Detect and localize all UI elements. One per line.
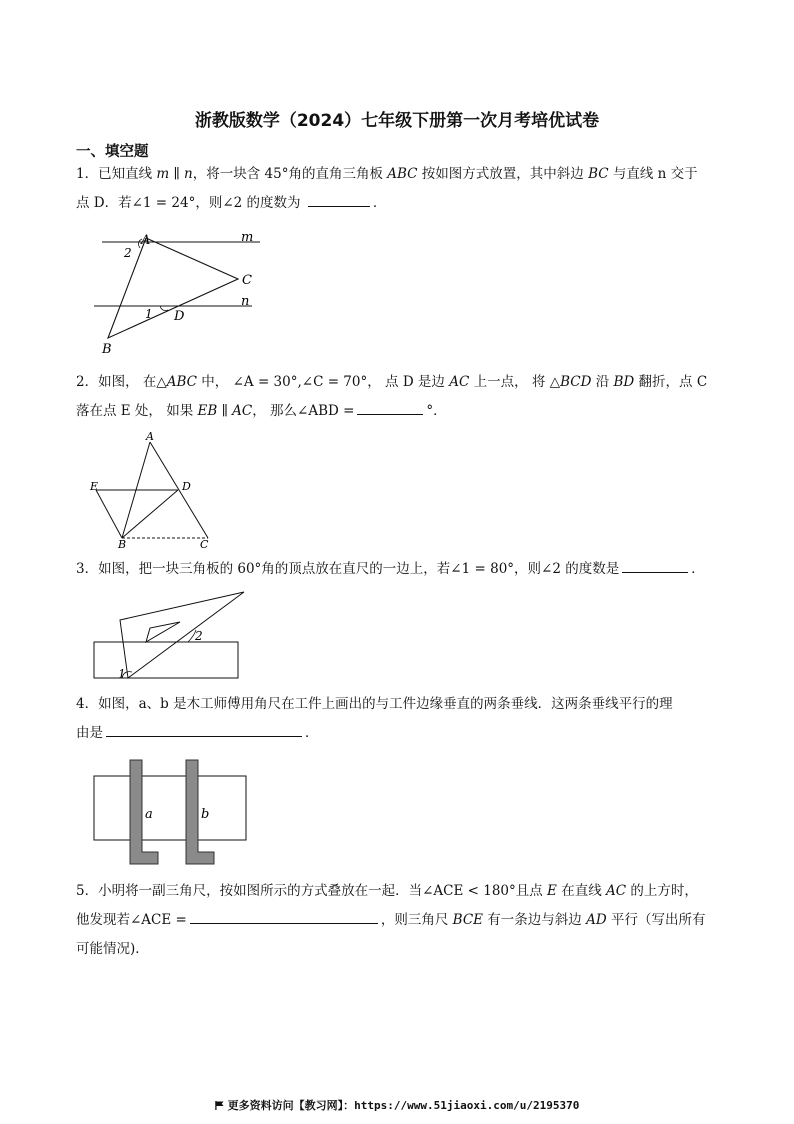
figure-1-label-2: 2 bbox=[124, 246, 132, 260]
figure-1-label-A: A bbox=[141, 233, 151, 248]
answer-blank-2[interactable] bbox=[357, 399, 423, 415]
figure-3-label-1: 1 bbox=[118, 667, 126, 681]
question-1-line-1: 1．已知直线 m ∥ n，将一块含 45°角的直角三角板 ABC 按如图方式放置，其中斜边 BC 与直线 n 交于 bbox=[76, 166, 698, 182]
answer-blank-3[interactable] bbox=[622, 557, 688, 573]
figure-1-label-B: B bbox=[102, 342, 112, 357]
figure-4 bbox=[90, 756, 252, 868]
footer[interactable] bbox=[0, 1097, 794, 1113]
answer-blank-4[interactable] bbox=[106, 721, 302, 737]
figure-1-label-m: m bbox=[241, 230, 254, 245]
question-1-line-2: 点 D．若∠1 = 24°，则∠2 的度数为 ． bbox=[76, 189, 720, 218]
question-5-line-3: 可能情况)． bbox=[76, 941, 149, 957]
question-3-line-1: 3．如图，把一块三角板的 60°角的顶点放在直尺的一边上，若∠1 = 80°，则∠2 的度数是 ． bbox=[76, 555, 720, 584]
question-5 bbox=[76, 877, 720, 964]
question-2-line-2: 落在点 E 处， 如果 EB ∥ AC， 那么∠ABD = °． bbox=[76, 397, 720, 426]
question-4 bbox=[76, 690, 720, 748]
question-5-line-1: 5．小明将一副三角尺，按如图所示的方式叠放在一起．当∠ACE < 180°且点 E 在直线 AC 的上方时， bbox=[76, 883, 698, 899]
figure-2-label-D: D bbox=[182, 480, 191, 493]
figure-1 bbox=[90, 226, 270, 360]
question-4-line-1: 4．如图，a、b 是木工师傅用角尺在工件上画出的与工件边缘垂直的两条垂线．这两条垂线平行的理 bbox=[76, 696, 673, 712]
figure-2-label-C: C bbox=[200, 538, 209, 550]
question-2-line-1: 2．如图， 在△ABC 中， ∠A = 30°,∠C = 70°， 点 D 是边 AC 上一点， 将 △BCD 沿 BD 翻折，点 C bbox=[76, 374, 708, 390]
question-1 bbox=[76, 160, 720, 218]
figure-1-label-n: n bbox=[241, 294, 250, 309]
question-2 bbox=[76, 368, 720, 426]
question-3 bbox=[76, 555, 720, 584]
answer-blank-1[interactable] bbox=[308, 191, 370, 207]
figure-2-label-A: A bbox=[146, 430, 154, 443]
figure-1-label-D: D bbox=[174, 309, 185, 324]
figure-2-label-B: B bbox=[118, 538, 127, 550]
figure-3-label-2: 2 bbox=[195, 629, 203, 643]
page-title: 浙教版数学（2024）七年级下册第一次月考培优试卷 bbox=[194, 111, 600, 131]
figure-1-label-1: 1 bbox=[145, 307, 153, 321]
figure-1-label-C: C bbox=[242, 273, 252, 288]
figure-2 bbox=[88, 430, 218, 550]
footer-text[interactable]: 更多资料访问【教习网】：https://www.51jiaoxi.com/u/2195370 bbox=[227, 1099, 580, 1112]
figure-2-label-E: E bbox=[90, 480, 99, 493]
figure-4-label-b: b bbox=[201, 807, 210, 822]
answer-blank-5[interactable] bbox=[190, 908, 378, 924]
question-5-line-2: 他发现若∠ACE = ，则三角尺 BCE 有一条边与斜边 AD 平行（写出所有 bbox=[76, 906, 720, 935]
question-4-line-2: 由是 ． bbox=[76, 719, 720, 748]
section-heading: 一、填空题 bbox=[76, 144, 149, 160]
flag-icon bbox=[215, 1101, 224, 1110]
figure-3 bbox=[90, 586, 246, 686]
figure-4-label-a: a bbox=[145, 807, 153, 822]
